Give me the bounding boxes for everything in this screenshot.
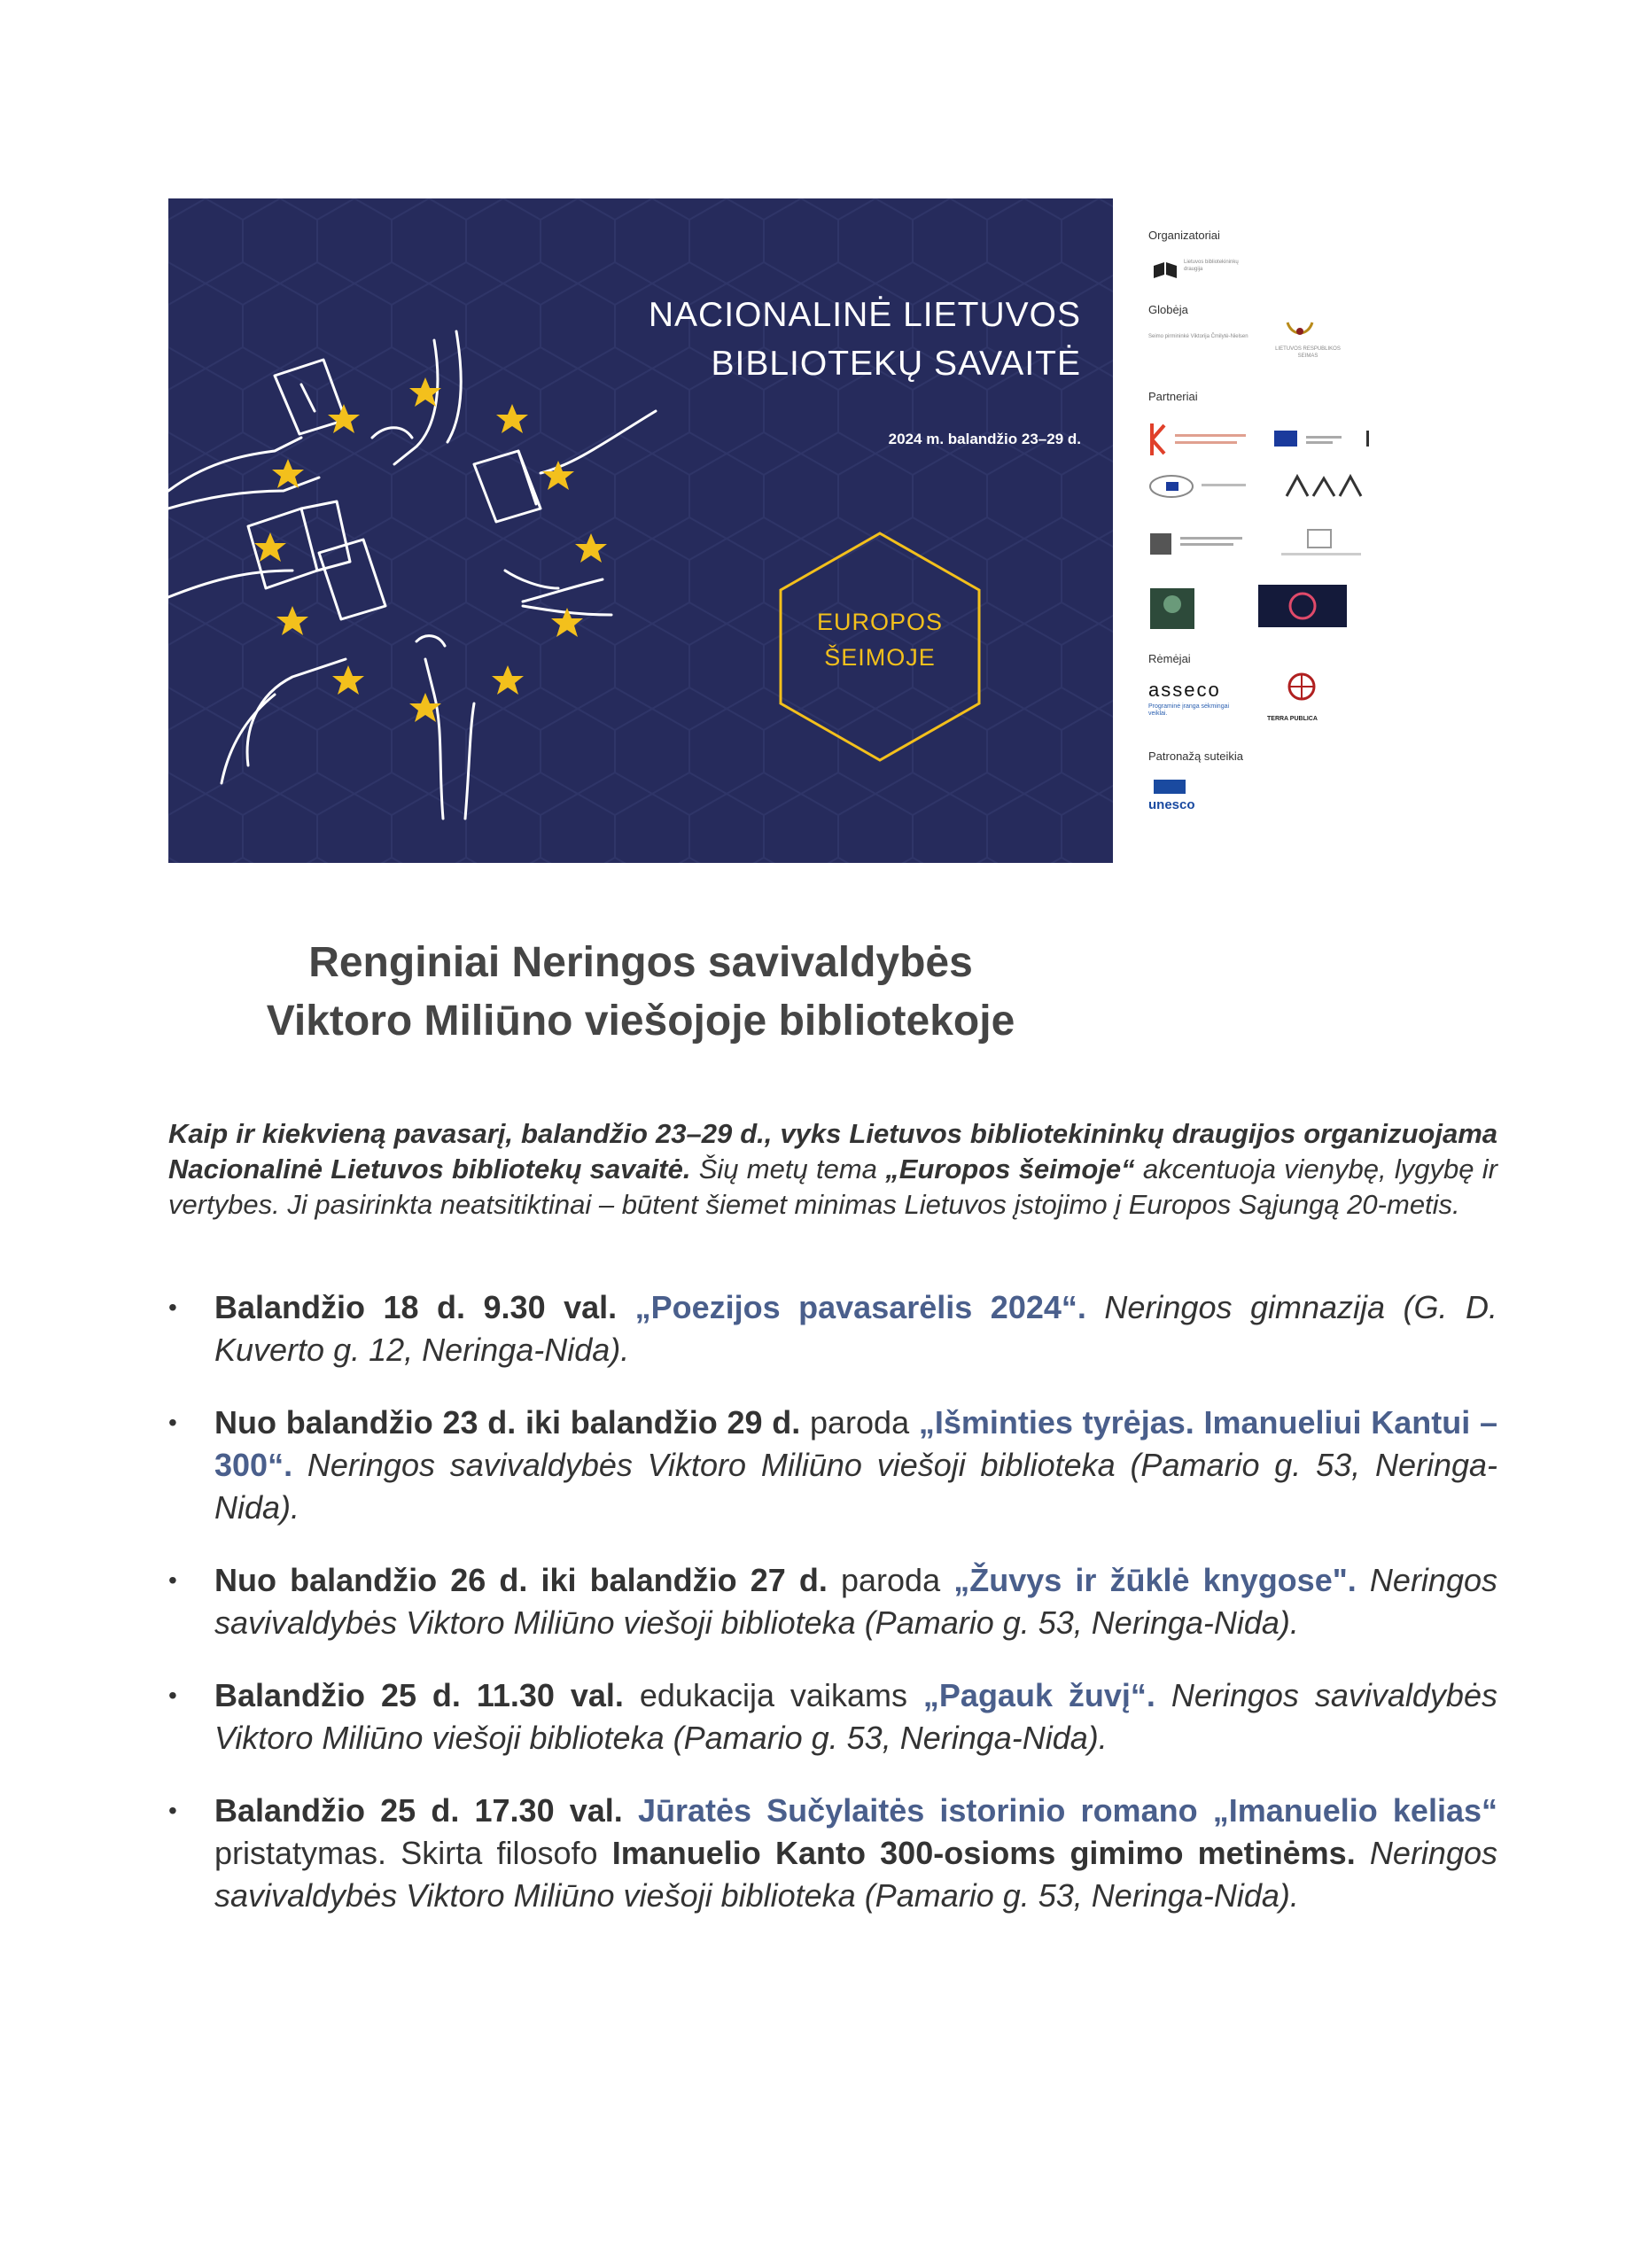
intro-paragraph <box>168 1116 1497 1223</box>
list-item <box>168 1402 1497 1529</box>
event-title: „Pagauk žuvį“. <box>922 1677 1155 1713</box>
patron-label: Globėja <box>1148 303 1188 316</box>
event-place: Neringos savivaldybės Viktoro Miliūno viešoji biblioteka (Pamario g. 53, Neringa-Nida). <box>214 1835 1497 1914</box>
list-item <box>168 1286 1497 1371</box>
patron-text: Seimo pirmininkė Viktorija Čmilytė-Nielsen <box>1148 334 1248 339</box>
banner-title <box>558 291 1081 388</box>
event-date: Nuo balandžio 23 d. iki balandžio 29 d. <box>214 1404 801 1441</box>
patronage-label: Patronažą suteikia <box>1148 750 1243 763</box>
banner-theme <box>771 604 989 675</box>
event-dedication: Imanuelio Kanto 300-osioms gimimo metinėms. <box>611 1835 1356 1871</box>
events-list <box>168 1286 1497 1947</box>
event-title: Jūratės Sučylaitės istorinio romano „Imanuelio kelias“ <box>637 1792 1497 1829</box>
bullet: • <box>168 1682 177 1709</box>
event-kind: edukacija vaikams <box>639 1677 907 1713</box>
banner-date: 2024 m. balandžio 23–29 d. <box>888 431 1081 447</box>
partner-logo-k-icon <box>1148 422 1255 457</box>
library-week-banner <box>168 198 1113 863</box>
partner-logo-library-icon <box>1148 532 1255 558</box>
event-description: pristatymas. Skirta filosofo <box>214 1835 612 1871</box>
intro-text-2: akcentuoja vienybę, lygybę ir vertybes. Ji pasirinkta neatsitiktinai – būtent šiemet minimas Lietuvos įstojimo į Europos Sąjungą 20-metis. <box>168 1153 1497 1220</box>
partner-logo-eu-icon <box>1274 429 1372 450</box>
bullet: • <box>168 1797 177 1824</box>
banner-theme-line2: ŠEIMOJE <box>824 644 936 671</box>
sponsor-column <box>1148 221 1379 842</box>
event-date: Balandžio 18 d. 9.30 val. <box>214 1289 618 1325</box>
event-place: Neringos savivaldybės Viktoro Miliūno viešoji biblioteka (Pamario g. 53, Neringa-Nida). <box>214 1562 1497 1641</box>
partner-logo-dark-icon <box>1256 583 1349 629</box>
terra-publica-text: TERRA PUBLICA <box>1267 716 1318 722</box>
seimas-emblem-icon <box>1285 319 1315 342</box>
event-date: Balandžio 25 d. 11.30 val. <box>214 1677 624 1713</box>
event-date: Balandžio 25 d. 17.30 val. <box>214 1792 623 1829</box>
event-title: „Išminties tyrėjas. Imanueliui Kantui – 300“. <box>214 1404 1497 1483</box>
list-item <box>168 1674 1497 1759</box>
page-title-line2: Viktoro Miliūno viešojoje bibliotekoje <box>266 998 1015 1045</box>
banner-title-line2: BIBLIOTEKŲ SAVAITĖ <box>711 345 1081 383</box>
sponsors-label: Rėmėjai <box>1148 652 1191 665</box>
unesco-logo: unesco <box>1148 797 1195 812</box>
intro-text-1: Šių metų tema <box>690 1153 886 1184</box>
list-item <box>168 1790 1497 1917</box>
intro-theme: „Europos šeimoje“ <box>885 1153 1135 1184</box>
event-kind: paroda <box>810 1404 910 1441</box>
partners-label: Partneriai <box>1148 390 1198 403</box>
organizers-label: Organizatoriai <box>1148 229 1220 242</box>
banner-theme-line1: EUROPOS <box>816 609 944 635</box>
event-place: Neringos gimnazija (G. D. Kuverto g. 12, Neringa-Nida). <box>214 1289 1497 1368</box>
event-place: Neringos savivaldybės Viktoro Miliūno viešoji biblioteka (Pamario g. 53, Neringa-Nida). <box>214 1447 1497 1526</box>
asseco-logo: asseco <box>1148 679 1221 701</box>
terra-publica-globe-icon <box>1287 672 1317 702</box>
event-title: „Žuvys ir žūklė knygose". <box>953 1562 1357 1598</box>
unesco-temple-icon <box>1152 778 1187 796</box>
partner-logo-parliament-icon <box>1148 471 1255 501</box>
bullet: • <box>168 1293 177 1321</box>
intro-bold-1: Kaip ir kiekvieną pavasarį, balandžio 23–29 d., vyks Lietuvos bibliotekininkų draugijos organizuojama Nacionalinė Lietuvos bibliotekų savaitė. <box>168 1118 1497 1184</box>
list-item <box>168 1559 1497 1644</box>
bullet: • <box>168 1566 177 1594</box>
event-place: Neringos savivaldybės Viktoro Miliūno viešoji biblioteka (Pamario g. 53, Neringa-Nida). <box>214 1677 1497 1756</box>
lbd-book-logo-icon <box>1152 259 1178 280</box>
page-title <box>168 934 1113 1051</box>
partner-logo-bookstacks-icon <box>1281 471 1370 501</box>
event-kind: paroda <box>841 1562 941 1598</box>
seimas-text: LIETUVOS RESPUBLIKOS SEIMAS <box>1275 346 1341 359</box>
partner-logo-ministry-icon <box>1272 528 1370 563</box>
banner-title-line1: NACIONALINĖ LIETUVOS <box>648 296 1081 334</box>
organizer-text: Lietuvos bibliotekininkų draugija <box>1184 260 1239 272</box>
event-title: „Poezijos pavasarėlis 2024“. <box>634 1289 1086 1325</box>
bullet: • <box>168 1409 177 1436</box>
partner-logo-green-library-icon <box>1148 586 1202 633</box>
asseco-tagline: Programinė įranga sėkmingai veiklai. <box>1148 703 1230 717</box>
event-date: Nuo balandžio 26 d. iki balandžio 27 d. <box>214 1562 828 1598</box>
page-title-line1: Renginiai Neringos savivaldybės <box>308 939 973 986</box>
